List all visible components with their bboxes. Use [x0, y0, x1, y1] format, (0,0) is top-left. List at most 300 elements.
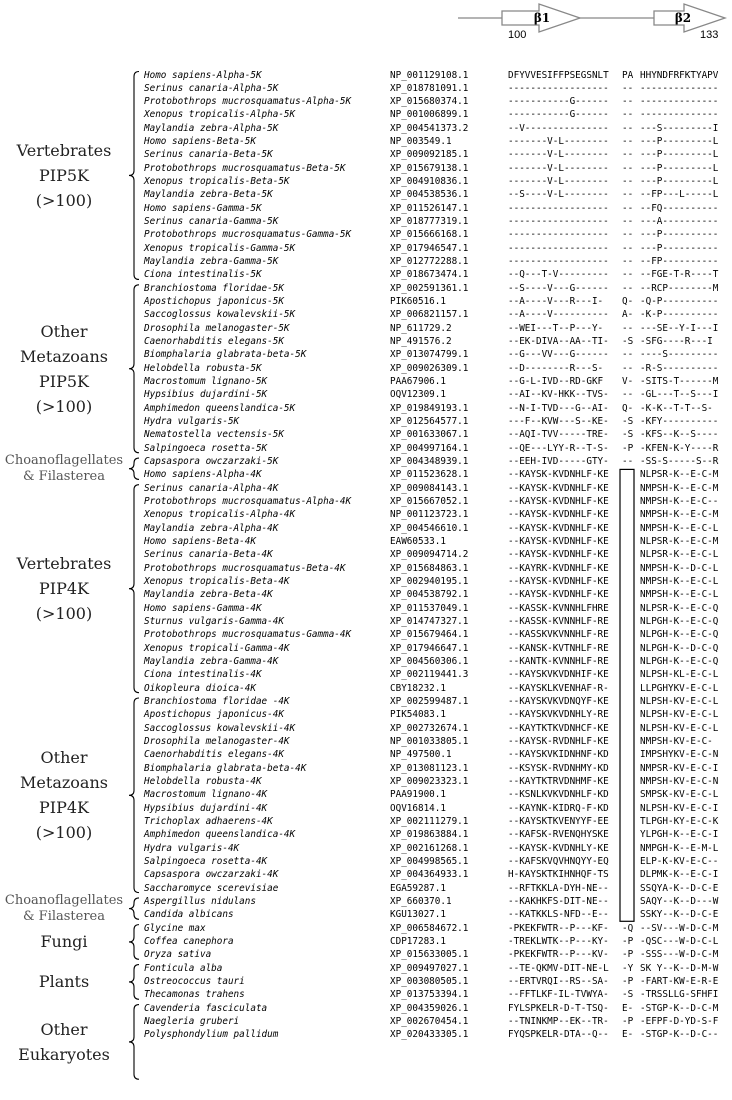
sequence-segment-3: NLPSH-KV-E-C-L	[640, 722, 719, 734]
sequence-segment-3: --RCP--------M	[640, 282, 719, 294]
species-name: Drosophila melanogaster-5K	[144, 322, 290, 334]
sequence-segment-2: --	[622, 82, 634, 94]
sequence-segment-1: ------------------	[508, 242, 609, 254]
sequence-segment-1: -TREKLWTK--P---KY-	[508, 935, 609, 947]
species-name: Saccoglossus kowalevskii-4K	[144, 722, 296, 734]
sequence-segment-2: -P	[622, 949, 634, 961]
sequence-segment-2: -S	[622, 429, 634, 441]
group-label-line: PIP5K	[39, 371, 89, 391]
species-name: Apostichopus japonicus-4K	[144, 709, 284, 721]
sequence-segment-3: SMPSK-KV-E-C-L	[640, 789, 719, 801]
species-name: Branchiostoma floridae -4K	[144, 696, 290, 707]
species-name: Macrostomum lignano-5K	[144, 376, 268, 388]
sequence-segment-2: -S	[622, 416, 634, 428]
species-name: Xenopus tropicalis-Alpha-4K	[144, 509, 296, 521]
species-name: Ciona intestinalis-5K	[144, 269, 262, 281]
sequence-segment-3: NMPSH-K--D-C-L	[640, 562, 719, 574]
sequence-segment-1: -------V-L--------	[508, 176, 609, 188]
sequence-segment-3: NMPSH-K--E-C-M	[640, 482, 719, 494]
sequence-segment-3: -FART-KW-E-R-E	[640, 975, 719, 987]
sequence-segment-1: --A----V---R---I-	[508, 296, 604, 308]
sequence-segment-3: NLPSR-K--E-C-M	[640, 536, 719, 548]
group-bracket	[129, 898, 139, 919]
accession-number: XP_004541373.2	[390, 122, 469, 134]
sequence-segment-1: -PKEKFWTR--P---KV-	[508, 949, 609, 961]
sequence-segment-1: --KAFSK-RVENQHYSKE	[508, 829, 609, 841]
sequence-segment-1: --ERTVRQI--RS--SA-	[508, 975, 609, 987]
species-name: Thecamonas trahens	[144, 989, 245, 1001]
sequence-segment-2: E-	[622, 1029, 634, 1041]
accession-number: XP_015684863.1	[390, 562, 469, 574]
accession-number: XP_006821157.1	[390, 309, 469, 321]
species-name: Serinus canaria-Alpha-5K	[144, 82, 279, 94]
sequence-segment-1: --KASSK-KVNNHLF-RE	[508, 616, 609, 628]
sequence-segment-2: V-	[622, 376, 634, 388]
sequence-segment-3: NMPSH-K--E-C-L	[640, 589, 719, 601]
sequence-segment-3: NLPGH-K--D-C-Q	[640, 642, 719, 654]
group-bracket	[129, 458, 139, 479]
species-name: Xenopus tropicalis-Beta-5K	[144, 176, 290, 188]
accession-number: PIK60516.1	[390, 296, 446, 308]
sequence-segment-2: --	[622, 176, 634, 188]
sequence-segment-2: --	[622, 362, 634, 374]
sequence-segment-3: ---P----------	[640, 229, 719, 241]
group-label-line: PIP4K	[39, 579, 89, 599]
sequence-segment-1: --KAYSK-KVDNHLY-KE	[508, 842, 609, 854]
species-name: Hypsibius dujardini-4K	[144, 802, 268, 814]
accession-number: XP_009092185.1	[390, 149, 469, 161]
accession-number: XP_002599487.1	[390, 696, 469, 707]
sequence-segment-1: --KAYSK-KVDNHLF-KE	[508, 522, 609, 534]
sequence-segment-1: --KAYSKTKVENYYF-EE	[508, 815, 609, 827]
sequence-segment-3: -KFEN-K-Y----R	[640, 442, 719, 454]
group-label-line: & Filasterea	[22, 468, 106, 484]
position-end: 133	[700, 29, 719, 41]
accession-number: XP_011526147.1	[390, 202, 469, 214]
sequence-segment-2: --	[622, 229, 634, 241]
sequence-segment-2: A-	[622, 309, 634, 321]
accession-number: XP_018781091.1	[390, 82, 469, 94]
accession-number: XP_003080505.1	[390, 975, 469, 987]
sequence-segment-1: --KATKKLS-NFD--E--	[508, 909, 609, 921]
group-bracket	[129, 285, 139, 453]
group-bracket	[129, 1005, 139, 1080]
sequence-segment-1: --TNINKMP--EK--TR-	[508, 1015, 609, 1027]
species-name: Caenorhabditis elegans-4K	[144, 749, 284, 761]
species-name: Homo sapiens-Beta-5K	[144, 136, 256, 148]
sequence-segment-3: NLPSH-KL-E-C-L	[640, 669, 719, 681]
sequence-segment-2: --	[622, 149, 634, 161]
group-bracket	[129, 925, 139, 960]
sequence-segment-3: ---S---------I	[640, 122, 719, 134]
species-name: Homo sapiens-Alpha-4K	[144, 469, 262, 481]
sequence-segment-1: --A----V----------	[508, 309, 609, 321]
accession-number: NP_001129108.1	[390, 69, 469, 81]
sequence-segment-1: --KSYSK-RVDNHMY-KD	[508, 762, 609, 774]
sequence-segment-1: --KAYTKTKVDNHCF-KE	[508, 722, 609, 734]
sequence-segment-1: --QE---LYY-R--T-S-	[508, 442, 609, 454]
accession-number: XP_004538792.1	[390, 589, 469, 601]
sequence-segment-2: E-	[622, 1002, 634, 1014]
accession-number: CBY18232.1	[390, 682, 446, 694]
species-name: Polysphondylium pallidum	[144, 1029, 279, 1041]
sequence-segment-1: --S----V---G------	[508, 282, 609, 294]
accession-number: OQV16814.1	[390, 802, 446, 814]
sequence-segment-3: -GL---T--S---I	[640, 389, 719, 401]
sequence-segment-3: NLPSR-K--E-C-Q	[640, 602, 719, 614]
sequence-segment-2: --	[622, 269, 634, 281]
accession-number: XP_018673474.1	[390, 269, 469, 281]
species-name: Biomphalaria glabrata-beta-5K	[144, 349, 307, 361]
accession-number: XP_015679464.1	[390, 629, 469, 641]
sequence-segment-3: SAQY--K--D---W	[640, 895, 719, 907]
beta2-label: β2	[674, 11, 692, 25]
accession-number: XP_002119441.3	[390, 669, 469, 681]
species-name: Fonticula alba	[144, 962, 223, 974]
sequence-segment-2: -P	[622, 442, 634, 454]
sequence-segment-3: YLPGH-K--E-C-I	[640, 829, 719, 841]
sequence-segment-3: -SSS---W-D-C-M	[640, 949, 719, 961]
accession-number: XP_004348939.1	[390, 456, 469, 468]
sequence-segment-1: FYLSPKELR-D-T-TSQ-	[508, 1002, 609, 1014]
sequence-segment-1: --KAFSKVQVHNQYY-EQ	[508, 855, 609, 867]
sequence-segment-3: ---SE--Y-I---I	[640, 322, 719, 334]
sequence-segment-1: -PKEKFWTR--P---KF-	[508, 922, 609, 934]
sequence-segment-3: ----S---------	[640, 349, 719, 361]
species-name: Drosophila melanogaster-4K	[144, 736, 290, 747]
sequence-segment-3: -SITS-T------M	[640, 376, 719, 388]
sequence-segment-3: NLPGH-K--E-C-Q	[640, 656, 719, 668]
accession-number: NP_611729.2	[390, 322, 452, 334]
sequence-segment-1: --KAYSK-KVDNHLF-KE	[508, 509, 609, 521]
accession-number: XP_013081123.1	[390, 762, 469, 774]
sequence-segment-3: --------------	[640, 82, 719, 94]
group-label-line: PIP4K	[39, 798, 89, 818]
sequence-segment-3: -KFS--K--S----	[640, 429, 719, 441]
species-name: Sturnus vulgaris-Gamma-4K	[144, 616, 284, 628]
species-name: Cavenderia fasciculata	[144, 1002, 268, 1014]
group-label	[0, 319, 128, 419]
species-name: Maylandia zebra-Alpha-4K	[144, 522, 279, 534]
accession-number: XP_009084143.1	[390, 482, 469, 494]
sequence-segment-1: --KANSK-KVTNHLF-RE	[508, 642, 609, 654]
sequence-segment-2: --	[622, 242, 634, 254]
accession-number: XP_014747327.1	[390, 616, 469, 628]
sequence-segment-1: --KAKHKFS-DIT-NE--	[508, 895, 609, 907]
sequence-segment-3: --FGE-T-R----T	[640, 269, 719, 281]
accession-number: XP_002670454.1	[390, 1015, 469, 1027]
sequence-segment-3: ---P---------L	[640, 162, 719, 174]
sequence-segment-3: -QSC---W-D-C-L	[640, 935, 719, 947]
sequence-segment-2: --	[622, 216, 634, 228]
sequence-segment-2: Q-	[622, 402, 634, 414]
accession-number: CDP17283.1	[390, 935, 446, 947]
species-name: Ostreococcus tauri	[144, 975, 245, 987]
sequence-segment-1: --AI--KV-HKK--TVS-	[508, 389, 609, 401]
sequence-segment-1: --KAYTKTRVDNHMF-KE	[508, 775, 609, 787]
sequence-segment-1: --KAYSK-KVDNHLF-KE	[508, 589, 609, 601]
sequence-segment-1: ------------------	[508, 256, 609, 268]
sequence-segment-1: --KAYSKLKVENHAF-R-	[508, 682, 609, 694]
accession-number: XP_002111279.1	[390, 815, 469, 827]
sequence-segment-3: -Q-P----------	[640, 296, 719, 308]
group-label-line: Fungi	[40, 932, 88, 952]
sequence-segment-2: --	[622, 162, 634, 174]
species-name: Xenopus tropicali-Gamma-4K	[144, 642, 290, 654]
species-name: Apostichopus japonicus-5K	[144, 296, 284, 308]
species-name: Xenopus tropicalis-Gamma-5K	[144, 242, 296, 254]
species-name: Macrostomum lignano-4K	[144, 789, 268, 801]
sequence-segment-1: --FFTLKF-IL-TVWYA-	[508, 989, 609, 1001]
group-label-line: Metazoans	[20, 346, 108, 366]
sequence-segment-1: H-KAYSKTKIHNHQF-TS	[508, 869, 609, 881]
sequence-segment-2: --	[622, 456, 634, 468]
group-label-line: (>100)	[35, 190, 93, 210]
sequence-segment-3: --FQ----------	[640, 202, 719, 214]
sequence-segment-3: NMPSH-K--E-C--	[640, 496, 719, 508]
species-name: Maylandia zebra-Gamma-5K	[144, 256, 279, 268]
sequence-segment-1: --Q---T-V---------	[508, 269, 609, 281]
accession-number: XP_004364933.1	[390, 869, 469, 881]
sequence-segment-2: -P	[622, 935, 634, 947]
group-bracket	[129, 72, 139, 280]
accession-number: XP_018777319.1	[390, 216, 469, 228]
sequence-segment-3: NMPSH-K--E-C-L	[640, 576, 719, 588]
sequence-segment-3: IMPSHYKV-E-C-N	[640, 749, 719, 761]
accession-number: XP_002591361.1	[390, 282, 469, 294]
species-name: Hydra vulgaris-4K	[144, 842, 240, 854]
accession-number: XP_004998565.1	[390, 855, 469, 867]
species-name: Homo sapiens-Gamma-4K	[144, 602, 262, 614]
sequence-segment-3: ---P---------L	[640, 136, 719, 148]
sequence-segment-3: NMPSH-K--E-C-M	[640, 509, 719, 521]
sequence-segment-3: -STGP-K--D-C--	[640, 1029, 719, 1041]
sequence-segment-1: ------------------	[508, 202, 609, 214]
sequence-segment-2: -Q	[622, 922, 634, 934]
sequence-segment-1: --TE-QKMV-DIT-NE-L	[508, 962, 609, 974]
sequence-segment-3: LLPGHYKV-E-C-L	[640, 682, 719, 694]
accession-number: XP_012564577.1	[390, 416, 469, 428]
species-name: Amphimedon queenslandica-5K	[144, 402, 296, 414]
accession-number: XP_009023323.1	[390, 775, 469, 787]
species-name: Protobothrops mucrosquamatus-Alpha-4K	[144, 496, 352, 508]
species-name: Homo sapiens-Alpha-5K	[144, 69, 262, 81]
accession-number: XP_004359026.1	[390, 1002, 469, 1014]
species-name: Protobothrops mucrosquamatus-Gamma-5K	[144, 229, 352, 241]
accession-number: XP_002732674.1	[390, 722, 469, 734]
accession-number: XP_011537049.1	[390, 602, 469, 614]
sequence-segment-2: -S	[622, 336, 634, 348]
sequence-segment-2: -P	[622, 1015, 634, 1027]
sequence-segment-1: --KAYSK-KVDNHLF-KE	[508, 482, 609, 494]
sequence-segment-3: --SV---W-D-C-M	[640, 922, 719, 934]
sequence-segment-3: NLPGH-K--E-C-Q	[640, 629, 719, 641]
group-label-line: Eukaryotes	[18, 1044, 110, 1064]
group-label	[0, 1017, 128, 1067]
sequence-segment-1: --KAYNK-KIDRQ-F-KD	[508, 802, 609, 814]
sequence-segment-3: ---P----------	[640, 242, 719, 254]
sequence-segment-3: NMPSR-KV-E-C-I	[640, 762, 719, 774]
species-name: Protobothrops mucrosquamatus-Beta-4K	[144, 562, 346, 574]
group-label-line: Vertebrates	[16, 554, 112, 574]
species-name: Salpingoeca rosetta-5K	[144, 442, 268, 454]
species-name: Xenopus tropicalis-Beta-4K	[144, 576, 290, 588]
sequence-segment-1: --V---------------	[508, 122, 609, 134]
group-label	[0, 745, 128, 845]
sequence-segment-1: --KAYSK-RVDNHLF-KE	[508, 736, 609, 747]
species-name: Serinus canaria-Alpha-4K	[144, 482, 279, 494]
sequence-segment-1: -------V-L--------	[508, 149, 609, 161]
accession-number: XP_002161268.1	[390, 842, 469, 854]
sequence-segment-3: HHYNDFRFKTYAPV	[640, 69, 719, 81]
sequence-segment-2: --	[622, 349, 634, 361]
group-label-line: PIP5K	[39, 165, 89, 185]
sequence-segment-3: --FP---L-----L	[640, 189, 719, 201]
sequence-segment-3: NLPSR-K--E-C-L	[640, 549, 719, 561]
species-name: Helobdella robusta-4K	[144, 775, 262, 787]
accession-number: XP_015680374.1	[390, 96, 469, 108]
accession-number: XP_015633005.1	[390, 949, 469, 961]
accession-number: NP_003549.1	[390, 136, 452, 148]
accession-number: XP_002940195.1	[390, 576, 469, 588]
species-name: Serinus canaria-Beta-4K	[144, 549, 273, 561]
sequence-segment-3: DLPMK-K--E-C-I	[640, 869, 719, 881]
species-name: Naegleria gruberi	[144, 1015, 240, 1027]
beta1-label: β1	[533, 11, 551, 25]
sequence-segment-1: -------V-L--------	[508, 136, 609, 148]
sequence-segment-3: --FP----------	[640, 256, 719, 268]
accession-number: XP_013753394.1	[390, 989, 469, 1001]
sequence-segment-3: NMPSH-KV-E-C-	[640, 736, 713, 747]
accession-number: EGA59287.1	[390, 882, 446, 894]
sequence-segment-1: --N-I-TVD---G--AI-	[508, 402, 609, 414]
accession-number: XP_015679138.1	[390, 162, 469, 174]
sequence-segment-1: --KSNLKVKVDNHLF-KD	[508, 789, 609, 801]
group-label-line: Other	[40, 748, 88, 768]
sequence-segment-3: NMPSH-K--E-C-L	[640, 522, 719, 534]
sequence-segment-3: --------------	[640, 109, 719, 121]
sequence-segment-1: --KASSK-KVNNHLFHRE	[508, 602, 609, 614]
accession-number: NP_001006899.1	[390, 109, 469, 121]
group-label-line: (>100)	[35, 823, 93, 843]
species-name: Protobothrops mucrosquamatus-Beta-5K	[144, 162, 346, 174]
group-label	[0, 929, 128, 954]
species-name: Capsaspora owczarzaki-5K	[144, 456, 279, 468]
sequence-segment-3: TLPGH-KY-E-C-K	[640, 815, 719, 827]
sequence-segment-2: Q-	[622, 296, 634, 308]
sequence-segment-1: --KAYSK-KVDNHLF-KE	[508, 496, 609, 508]
sequence-segment-1: --S----V-L--------	[508, 189, 609, 201]
accession-number: XP_020433305.1	[390, 1029, 469, 1041]
sequence-segment-2: --	[622, 282, 634, 294]
sequence-segment-1: --EEH-IVD-----GTY-	[508, 456, 609, 468]
group-label-line: Vertebrates	[16, 140, 112, 160]
position-start: 100	[508, 29, 527, 41]
sequence-segment-2: --	[622, 96, 634, 108]
species-name: Caenorhabditis elegans-5K	[144, 336, 284, 348]
sequence-segment-3: -K-K--T-T--S-	[640, 402, 713, 414]
group-label-line: (>100)	[35, 604, 93, 624]
species-name: Homo sapiens-Gamma-5K	[144, 202, 262, 214]
group-label	[0, 893, 128, 925]
group-label	[0, 453, 128, 485]
species-name: Nematostella vectensis-5K	[144, 429, 284, 441]
group-label-line: Other	[40, 1019, 88, 1039]
accession-number: XP_006584672.1	[390, 922, 469, 934]
sequence-segment-3: ELP-K-KV-E-C--	[640, 855, 719, 867]
accession-number: NP_491576.2	[390, 336, 452, 348]
species-name: Salpingoeca rosetta-4K	[144, 855, 268, 867]
accession-number: KGU13027.1	[390, 909, 446, 921]
sequence-segment-3: SSQYA-K--D-C-E	[640, 882, 719, 894]
species-name: Hydra vulgaris-5K	[144, 416, 240, 428]
sequence-segment-1: --KAYSKVKIDNHNF-KD	[508, 749, 609, 761]
sequence-segment-3: -KFY----------	[640, 416, 719, 428]
species-name: Oikopleura dioica-4K	[144, 682, 256, 694]
sequence-segment-3: NLPSH-KV-E-C-L	[640, 696, 719, 707]
species-name: Xenopus tropicalis-Alpha-5K	[144, 109, 296, 121]
sequence-segment-2: -Y	[622, 962, 634, 974]
sequence-segment-1: --KAYSK-KVDNHLF-KE	[508, 576, 609, 588]
accession-number: XP_013074799.1	[390, 349, 469, 361]
sequence-segment-2: --	[622, 109, 634, 121]
species-name: Protobothrops mucrosquamatus-Gamma-4K	[144, 629, 352, 641]
sequence-segment-2: -S	[622, 989, 634, 1001]
species-name: Saccoglossus kowalevskii-5K	[144, 309, 296, 321]
accession-number: XP_017946647.1	[390, 642, 469, 654]
group-label-line: Plants	[38, 972, 90, 992]
species-name: Candida albicans	[144, 909, 234, 921]
group-label	[0, 551, 128, 626]
sequence-segment-3: -K-P----------	[640, 309, 719, 321]
species-name: Homo sapiens-Beta-4K	[144, 536, 256, 548]
sequence-segment-2: --	[622, 136, 634, 148]
accession-number: XP_004997164.1	[390, 442, 469, 454]
sequence-segment-1: --KAYSK-KVDNHLF-KE	[508, 469, 609, 481]
sequence-segment-1: --G-L-IVD--RD-GKF	[508, 376, 604, 388]
species-name: Glycine max	[144, 922, 206, 934]
sequence-segment-3: NLPSH-KV-E-C-L	[640, 709, 719, 721]
sequence-segment-1: ------------------	[508, 229, 609, 241]
accession-number: XP_004546610.1	[390, 522, 469, 534]
group-label-line: & Filasterea	[22, 908, 106, 924]
sequence-segment-3: NLPGH-K--E-C-Q	[640, 616, 719, 628]
sequence-segment-3: SK Y--K--D-M-W	[640, 962, 719, 974]
species-name: Hypsibius dujardini-5K	[144, 389, 268, 401]
sequence-segment-1: --AQI-TVV-----TRE-	[508, 429, 609, 441]
accession-number: XP_004910836.1	[390, 176, 469, 188]
accession-number: XP_015667052.1	[390, 496, 469, 508]
sequence-segment-1: --KAYRK-KVDNHLF-KE	[508, 562, 609, 574]
accession-number: PAA91900.1	[390, 789, 446, 801]
sequence-segment-3: -STGP-K--D-C-M	[640, 1002, 719, 1014]
accession-number: XP_009094714.2	[390, 549, 469, 561]
accession-number: XP_004560306.1	[390, 656, 469, 668]
species-name: Trichoplax adhaerens-4K	[144, 815, 273, 827]
sequence-segment-1: --G---VV---G------	[508, 349, 609, 361]
sequence-segment-1: --KAYSK-KVDNHLF-KE	[508, 549, 609, 561]
species-name: Maylandia zebra-Beta-4K	[144, 589, 273, 601]
sequence-segment-3: NMPGH-K--E-M-L	[640, 842, 719, 854]
accession-number: XP_012772288.1	[390, 256, 469, 268]
sequence-segment-1: ------------------	[508, 82, 609, 94]
sequence-segment-1: --KAYSKVKVDNQYF-KE	[508, 696, 609, 707]
accession-number: XP_019863884.1	[390, 829, 469, 841]
group-bracket	[129, 698, 139, 893]
sequence-segment-1: --WEI---T--P---Y-	[508, 322, 604, 334]
sequence-segment-2: PA	[622, 69, 634, 81]
species-name: Biomphalaria glabrata-beta-4K	[144, 762, 307, 774]
